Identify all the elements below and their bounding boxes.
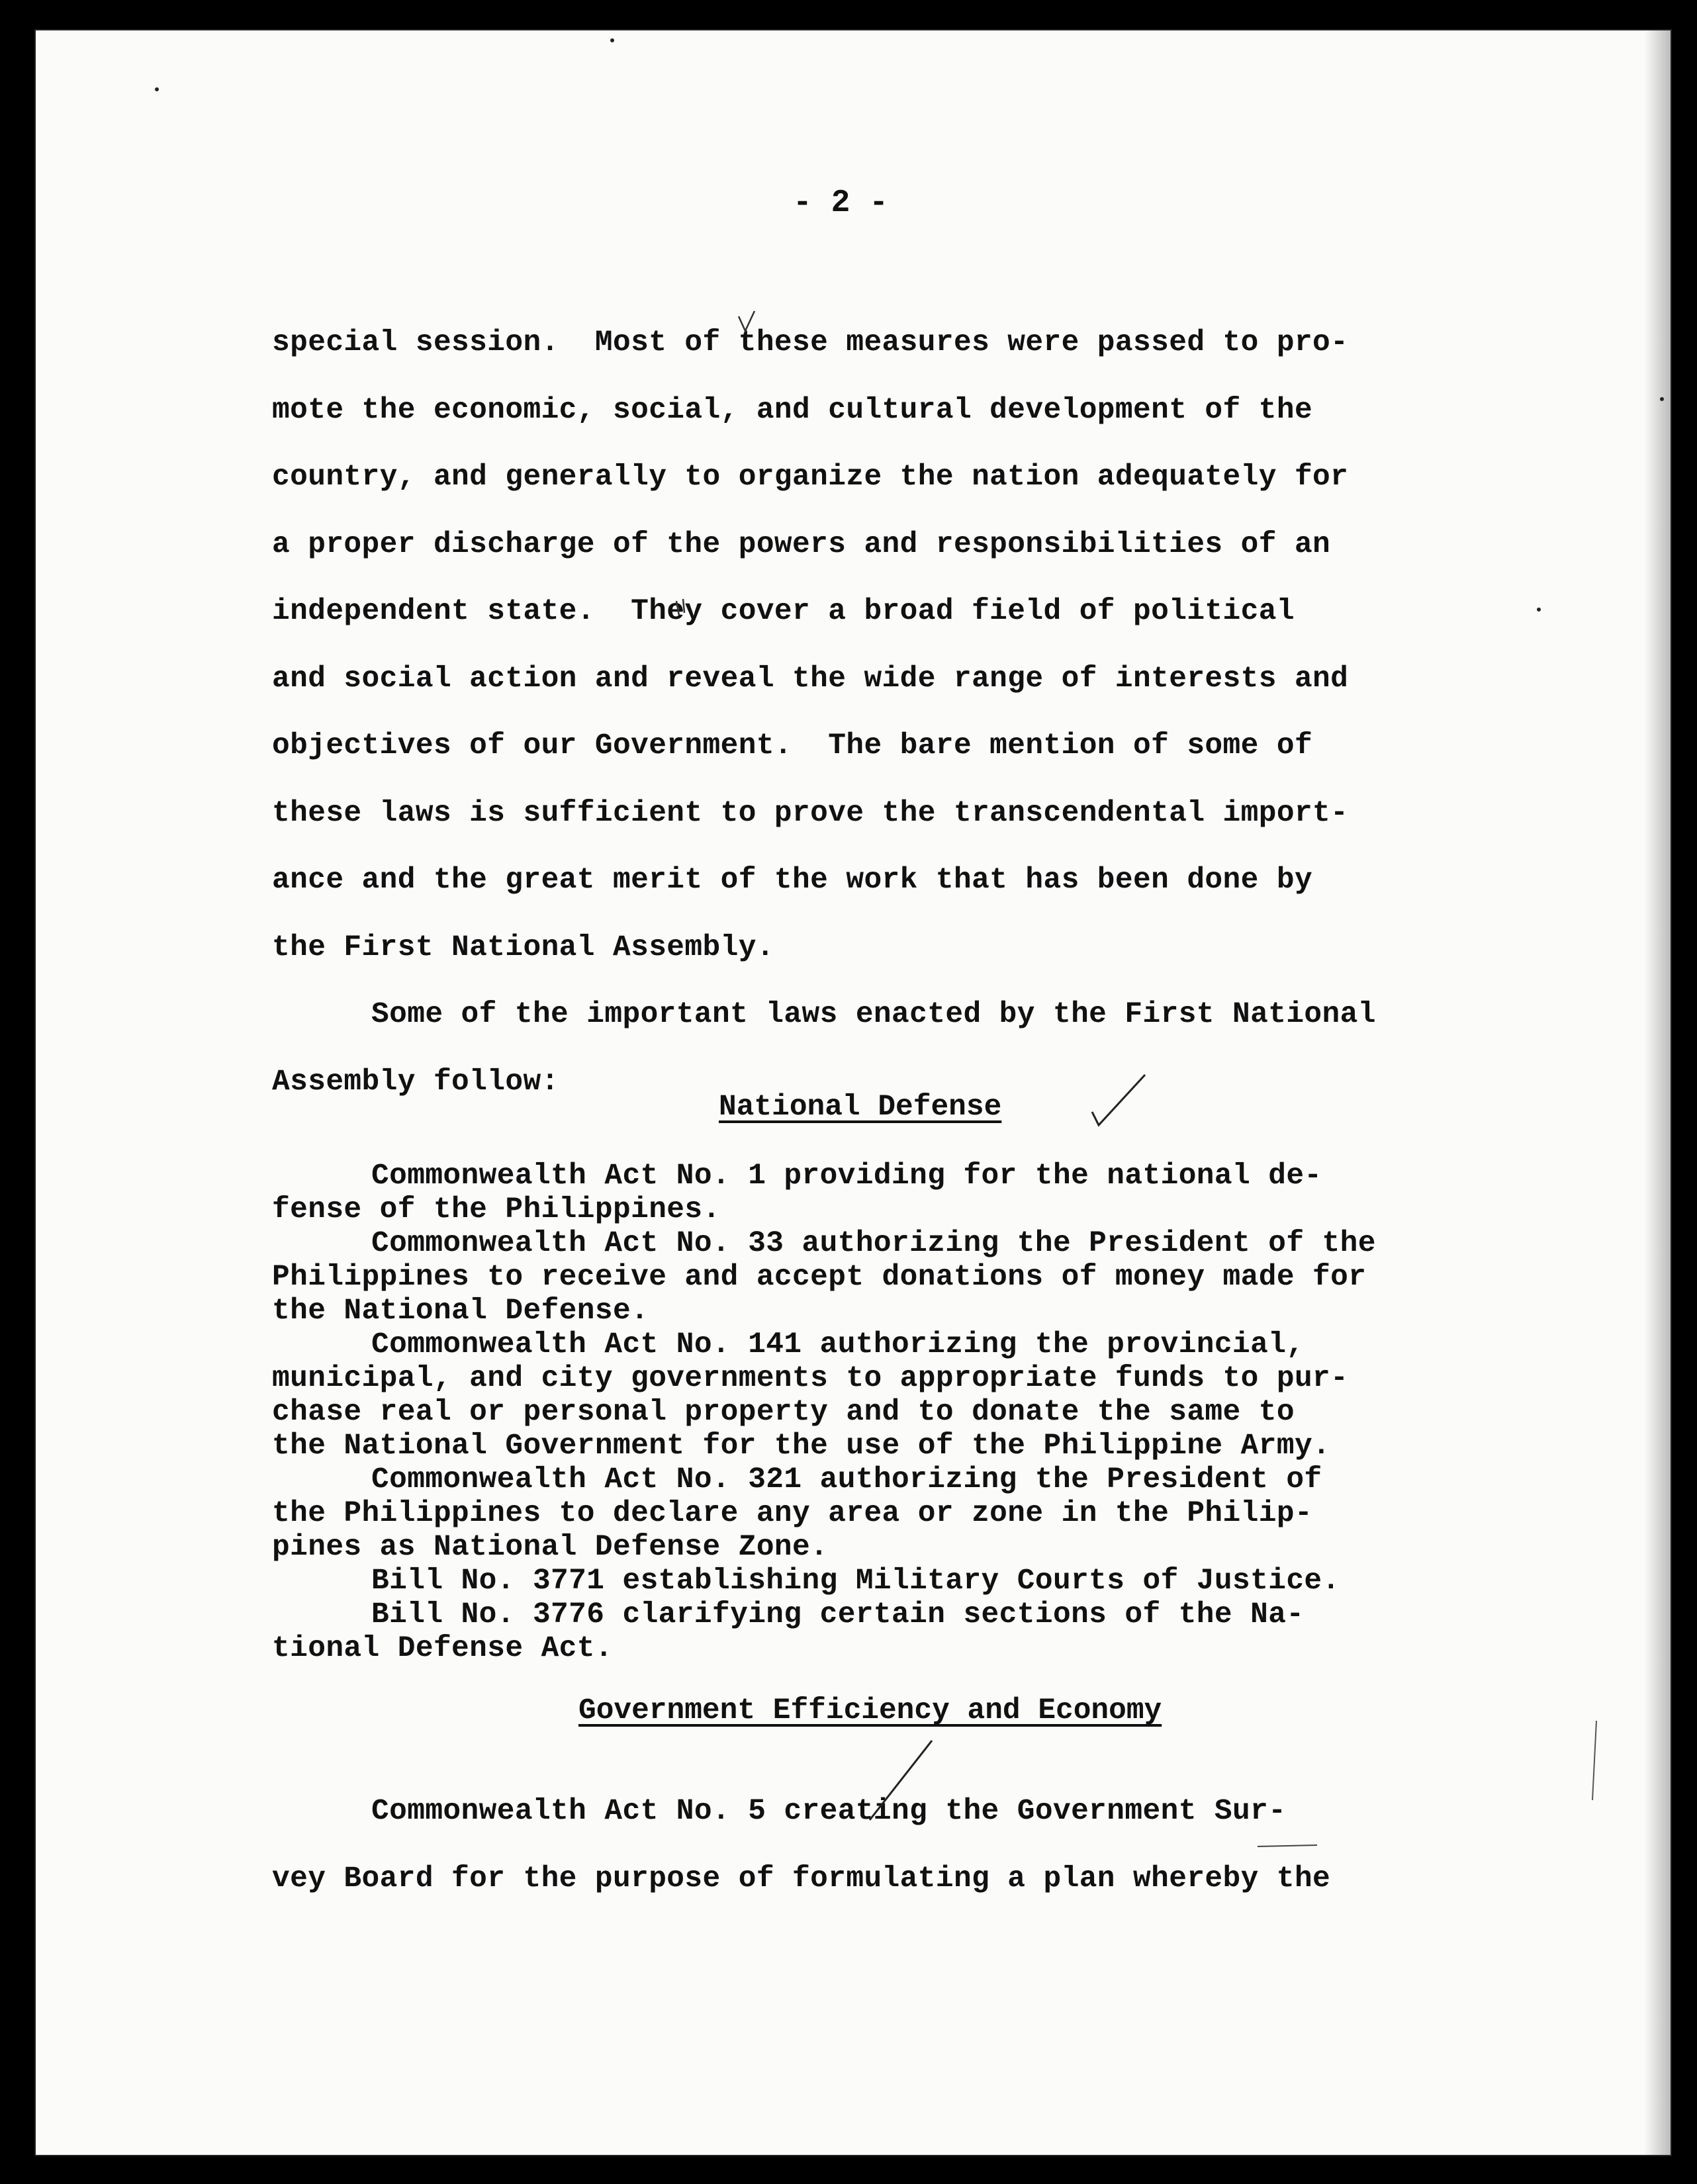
text-line: country, and generally to organize the nation adequately for (272, 461, 1349, 494)
efficiency-paragraph (272, 1778, 1543, 1913)
list-line: Commonwealth Act No. 141 authorizing the provincial, (371, 1328, 1305, 1361)
text-line: special session. Most of these measures were passed to pro- (272, 326, 1349, 359)
list-line: fense of the Philippines. (272, 1193, 721, 1226)
text-line: these laws is sufficient to prove the transcendental import- (272, 796, 1349, 830)
speck-icon (610, 38, 614, 42)
list-line: Bill No. 3771 establishing Military Courts of Justice. (371, 1565, 1340, 1598)
speck-icon (1537, 608, 1541, 612)
text-line: a proper discharge of the powers and responsibilities of an (272, 527, 1331, 561)
text-line: independent state. They cover a broad field of political (272, 595, 1295, 628)
list-line: the National Government for the use of the Philippine Army. (272, 1430, 1331, 1463)
page-number: - 2 - (792, 185, 889, 221)
scan-edge-shadow (1644, 30, 1671, 2155)
intro-paragraph (272, 310, 1543, 1116)
text-line: objectives of our Government. The bare mention of some of (272, 729, 1313, 762)
text-line: Commonwealth Act No. 5 creating the Government Sur- (371, 1795, 1287, 1828)
list-line: Commonwealth Act No. 33 authorizing the President of the (371, 1227, 1376, 1260)
list-line: Commonwealth Act No. 1 providing for the national de- (371, 1160, 1322, 1193)
list-line: tional Defense Act. (272, 1632, 613, 1665)
list-line: Bill No. 3776 clarifying certain sections of the Na- (371, 1598, 1305, 1631)
text-line: Assembly follow: (272, 1065, 559, 1099)
text-line: and social action and reveal the wide range of interests and (272, 662, 1349, 696)
speck-icon (155, 87, 159, 91)
list-line: Philippines to receive and accept donations of money made for (272, 1261, 1367, 1294)
speck-icon (1660, 397, 1664, 401)
text-line: the First National Assembly. (272, 931, 774, 964)
national-defense-list (272, 1160, 1543, 1666)
list-line: municipal, and city governments to appropriate funds to pur- (272, 1362, 1349, 1395)
text-line: Some of the important laws enacted by the First National (371, 998, 1376, 1031)
list-line: the Philippines to declare any area or zone in the Philip- (272, 1497, 1313, 1530)
text-line: vey Board for the purpose of formulating a plan whereby the (272, 1862, 1331, 1895)
text-line: mote the economic, social, and cultural development of the (272, 393, 1313, 427)
list-line: Commonwealth Act No. 321 authorizing the President of (371, 1463, 1322, 1496)
list-line: chase real or personal property and to donate the same to (272, 1396, 1295, 1429)
section-heading-national-defense: National Defense (719, 1091, 1002, 1124)
section-heading-efficiency: Government Efficiency and Economy (578, 1694, 1162, 1727)
list-line: pines as National Defense Zone. (272, 1531, 829, 1564)
text-line: ance and the great merit of the work that has been done by (272, 864, 1313, 897)
list-line: the National Defense. (272, 1295, 649, 1328)
